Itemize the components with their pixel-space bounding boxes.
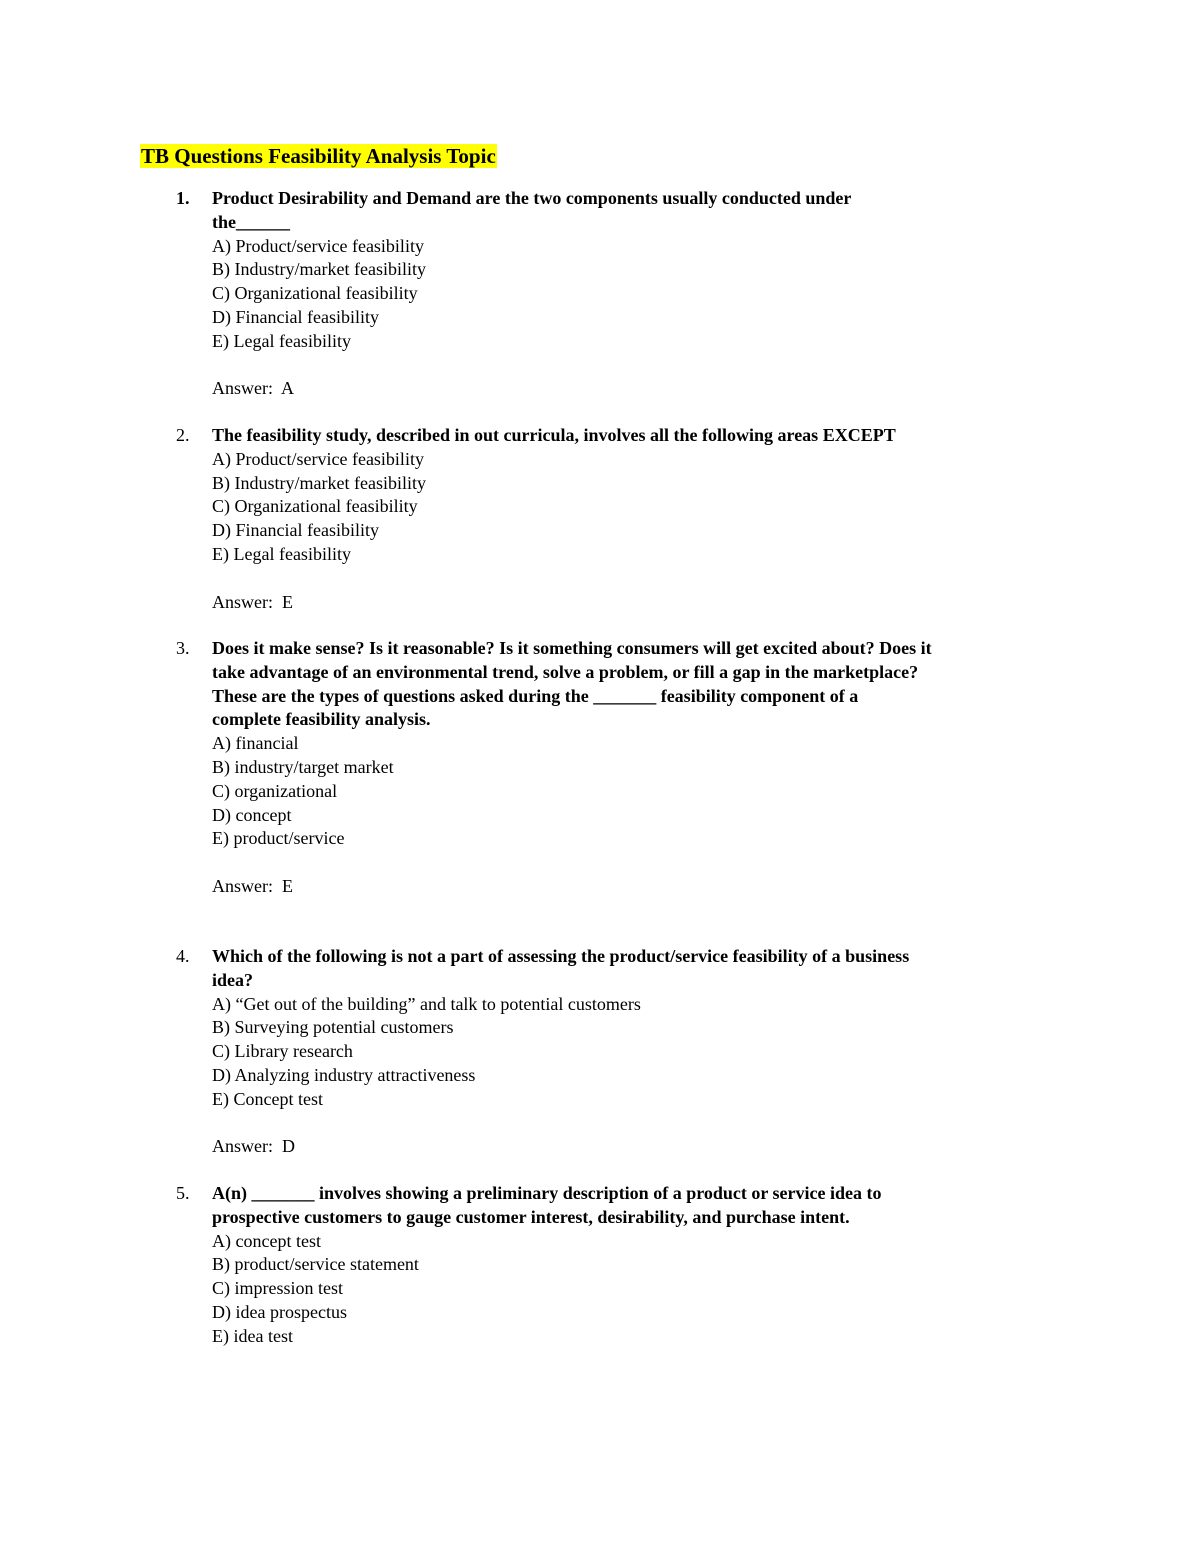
option-a: A) Product/service feasibility [212,235,424,256]
question-text-line: complete feasibility analysis. [212,709,431,730]
answer-label: Answer: [212,875,273,896]
question-number: 1. [176,188,190,208]
question-text-line: The feasibility study, described in out curricula, involves all the following areas EXCEPT [212,425,896,445]
option-b: B) industry/target market [212,756,394,777]
option-c: C) Organizational feasibility [212,283,418,304]
question-number: 3. [176,638,190,658]
option-a: A) Product/service feasibility [212,448,424,469]
answer-line [212,377,1072,401]
answer-value: E [282,591,293,612]
answer-options [212,448,1072,567]
answer-options [212,732,1072,851]
option-a: A) “Get out of the building” and talk to potential customers [212,993,641,1014]
option-d: D) idea prospectus [212,1301,347,1322]
option-d: D) Financial feasibility [212,306,379,327]
answer-line [212,875,1072,899]
answer-options [212,993,1072,1112]
question-body [212,637,1072,899]
option-a: A) concept test [212,1230,321,1251]
option-a: A) financial [212,733,299,754]
question-text-line: Product Desirability and Demand are the two components usually conducted under [212,188,852,208]
question-text-line: the______ [212,211,290,232]
question-text-line: These are the types of questions asked during the _______ feasibility component of a [212,685,859,706]
answer-line [212,591,1072,615]
question-number: 5. [176,1183,190,1203]
option-c: C) impression test [212,1278,343,1299]
question-number: 2. [176,425,190,445]
option-c: C) organizational [212,780,338,801]
document-title-text: TB Questions Feasibility Analysis Topic [141,144,496,168]
question-body [212,187,1072,401]
option-e: E) product/service [212,828,345,849]
option-e: E) Legal feasibility [212,543,351,564]
answer-value: D [282,1136,295,1157]
option-b: B) product/service statement [212,1254,419,1275]
option-e: E) Legal feasibility [212,330,351,351]
question-text-line: Which of the following is not a part of assessing the product/service feasibility of a business [212,946,910,966]
answer-options [212,1230,1072,1349]
document-title [140,143,497,170]
question-text-line: Does it make sense? Is it reasonable? Is it something consumers will get excited about? Does it [212,638,932,658]
option-d: D) Financial feasibility [212,520,379,541]
answer-value: E [282,875,293,896]
question-text-line: idea? [212,969,254,990]
option-c: C) Library research [212,1041,353,1062]
answer-label: Answer: [212,378,273,399]
answer-options [212,235,1072,354]
option-c: C) Organizational feasibility [212,496,418,517]
option-b: B) Industry/market feasibility [212,472,426,493]
option-b: B) Surveying potential customers [212,1017,454,1038]
answer-label: Answer: [212,591,273,612]
option-b: B) Industry/market feasibility [212,259,426,280]
question-text-line: A(n) _______ involves showing a preliminary description of a product or service idea to [212,1183,882,1203]
option-d: D) concept [212,804,292,825]
question-text-line: take advantage of an environmental trend, solve a problem, or fill a gap in the marketplace? [212,661,919,682]
option-e: E) Concept test [212,1088,323,1109]
answer-label: Answer: [212,1136,273,1157]
question-body [212,1182,1072,1349]
option-e: E) idea test [212,1325,293,1346]
question-number: 4. [176,946,190,966]
answer-line [212,1135,1072,1159]
question-body [212,945,1072,1159]
option-d: D) Analyzing industry attractiveness [212,1064,476,1085]
question-body [212,424,1072,614]
answer-value: A [281,378,295,399]
question-text-line: prospective customers to gauge customer interest, desirability, and purchase intent. [212,1206,850,1227]
